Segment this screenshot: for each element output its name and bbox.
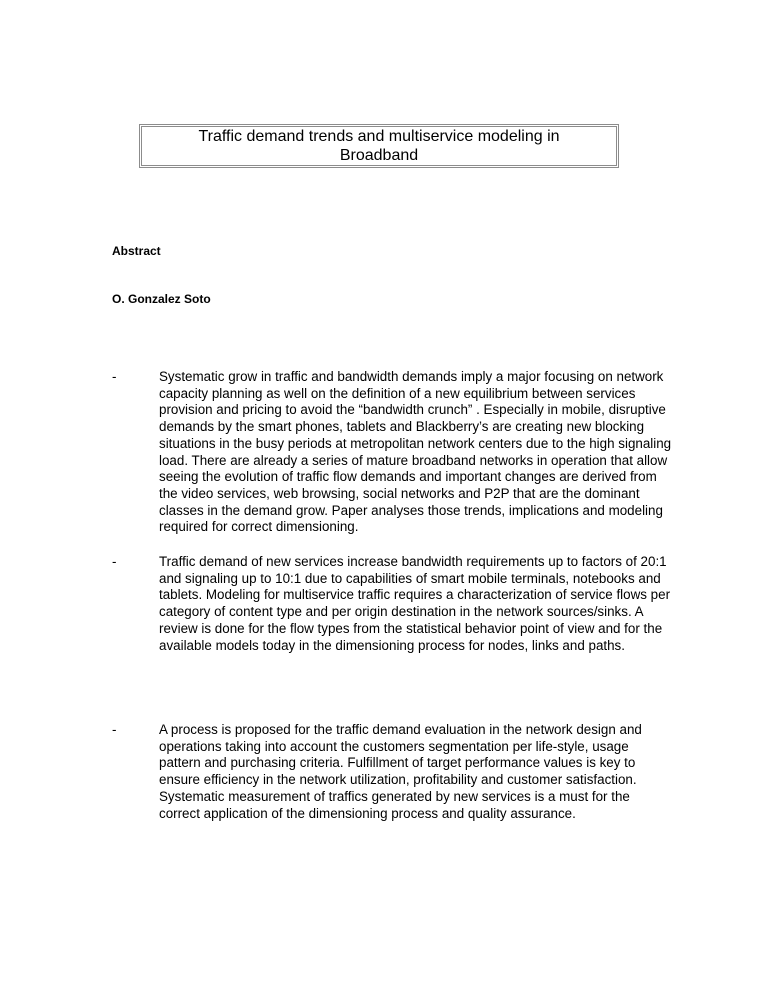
- abstract-paragraph-2: [112, 554, 672, 654]
- abstract-paragraph-3: [112, 722, 672, 822]
- paragraph-text: A process is proposed for the traffic demand evaluation in the network design and operations taking into account the customers segmentation per life-style, usage pattern and purchasing criteria. Fulfillment of target performance values is key to ensure efficiency in the network utilization, profitability and customer satisfaction. Systematic measurement of traffics generated by new services is a must for the correct application of the dimensioning process and quality assurance.: [159, 722, 642, 821]
- section-heading: Abstract: [112, 244, 161, 258]
- author-name: O. Gonzalez Soto: [112, 292, 211, 306]
- document-title: Traffic demand trends and multiservice modeling in Broadband: [198, 128, 560, 164]
- bullet-marker: -: [112, 722, 117, 737]
- title-box: [139, 124, 619, 168]
- bullet-marker: -: [112, 369, 117, 384]
- bullet-marker: -: [112, 554, 117, 569]
- paragraph-text: Traffic demand of new services increase bandwidth requirements up to factors of 20:1 and signaling up to 10:1 due to capabilities of smart mobile terminals, notebooks and tablets. Modeling for multiservice traffic requires a characterization of service flows per category of content type and per origin destination in the network sources/sinks. A review is done for the flow types from the statistical behavior point of view and for the available models today in the dimensioning process for nodes, links and paths.: [159, 554, 671, 653]
- abstract-paragraph-1: [112, 369, 672, 536]
- paragraph-text: Systematic grow in traffic and bandwidth demands imply a major focusing on network capacity planning as well on the definition of a new equilibrium between services provision and pricing to avoid the “bandwidth crunch” . Especially in mobile, disruptive demands by the smart phones, tablets and Blackberry’s are creating new blocking situations in the busy periods at metropolitan network centers due to the high signaling load. There are already a series of mature broadband networks in operation that allow seeing the evolution of traffic flow demands and important changes are derived from the video services, web browsing, social networks and P2P that are the dominant classes in the demand grow. Paper analyses those trends, implications and modeling required for correct dimensioning.: [159, 369, 672, 535]
